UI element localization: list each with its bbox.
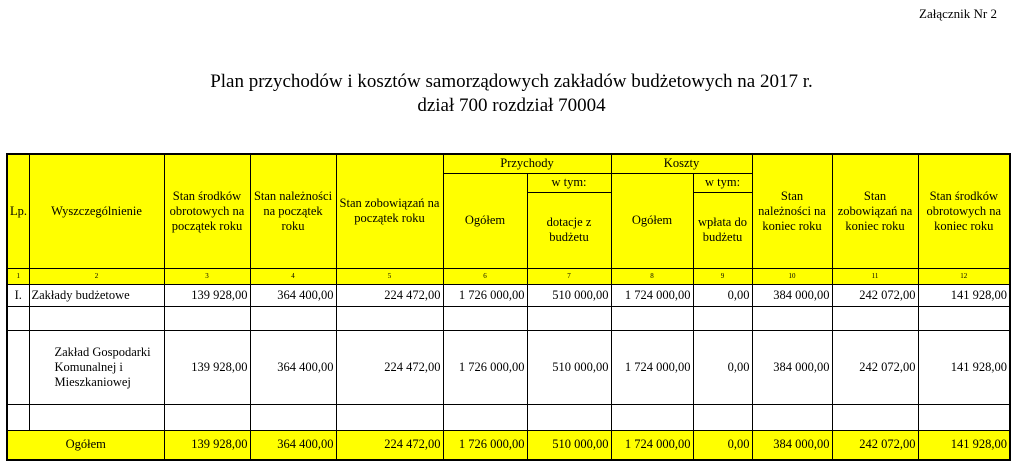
empty-cell: [250, 306, 336, 330]
header-costs: Koszty: [611, 154, 752, 173]
total-value: 384 000,00: [752, 430, 832, 460]
unit-value: 224 472,00: [336, 330, 443, 404]
title-line-2: dział 700 rozdział 70004: [417, 95, 606, 116]
unit-name: Zakład Gospodarki Komunalnej i Mieszkaniowej: [29, 330, 164, 404]
total-value: 510 000,00: [527, 430, 611, 460]
unit-value: 1 724 000,00: [611, 330, 693, 404]
total-value: 0,00: [693, 430, 752, 460]
header-liabilities-end: Stan zobowiązań na koniec roku: [832, 154, 918, 268]
empty-cell: [443, 404, 527, 430]
table-row-section: [7, 284, 1010, 306]
column-number: 8: [611, 268, 693, 284]
unit-value: 510 000,00: [527, 330, 611, 404]
total-value: 364 400,00: [250, 430, 336, 460]
column-number: 9: [693, 268, 752, 284]
column-number: 2: [29, 268, 164, 284]
total-name: Ogółem: [7, 430, 164, 460]
unit-value: 1 726 000,00: [443, 330, 527, 404]
header-lp: Lp.: [7, 154, 29, 268]
column-number: 3: [164, 268, 250, 284]
empty-cell: [527, 404, 611, 430]
total-value: 139 928,00: [164, 430, 250, 460]
header-revenues-total: Ogółem: [443, 173, 527, 268]
column-number: 6: [443, 268, 527, 284]
column-number: 10: [752, 268, 832, 284]
section-value: 0,00: [693, 284, 752, 306]
empty-cell: [29, 404, 164, 430]
unit-value: 242 072,00: [832, 330, 918, 404]
section-value: 364 400,00: [250, 284, 336, 306]
empty-cell: [611, 404, 693, 430]
column-number: 11: [832, 268, 918, 284]
column-number: 1: [7, 268, 29, 284]
empty-cell: [693, 404, 752, 430]
header-revenues-subsidy: dotacje z budżetu: [527, 192, 611, 268]
unit-value: 139 928,00: [164, 330, 250, 404]
empty-cell: [918, 404, 1010, 430]
section-value: 224 472,00: [336, 284, 443, 306]
total-value: 141 928,00: [918, 430, 1010, 460]
empty-cell: [29, 306, 164, 330]
empty-cell: [443, 306, 527, 330]
header-liabilities-start: Stan zobowiązań na początek roku: [336, 154, 443, 268]
total-value: 224 472,00: [336, 430, 443, 460]
empty-cell: [250, 404, 336, 430]
empty-cell: [611, 306, 693, 330]
table-row-total: [7, 430, 1010, 460]
unit-value: 141 928,00: [918, 330, 1010, 404]
table-row-unit: [7, 330, 1010, 404]
empty-cell: [918, 306, 1010, 330]
column-number: 4: [250, 268, 336, 284]
section-value: 510 000,00: [527, 284, 611, 306]
unit-value: 0,00: [693, 330, 752, 404]
section-value: 139 928,00: [164, 284, 250, 306]
header-receivables-start: Stan należności na początek roku: [250, 154, 336, 268]
header-costs-total: Ogółem: [611, 173, 693, 268]
column-number: 5: [336, 268, 443, 284]
header-revenues: Przychody: [443, 154, 611, 173]
empty-cell: [832, 404, 918, 430]
header-revenues-of-which: w tym:: [527, 173, 611, 192]
empty-cell: [336, 404, 443, 430]
header-costs-of-which: w tym:: [693, 173, 752, 192]
empty-cell: [752, 306, 832, 330]
total-value: 1 724 000,00: [611, 430, 693, 460]
header-working-capital-end: Stan środków obrotowych na koniec roku: [918, 154, 1010, 268]
plan-table: [6, 153, 1011, 461]
empty-cell: [164, 306, 250, 330]
section-name: Zakłady budżetowe: [29, 284, 164, 306]
empty-cell: [752, 404, 832, 430]
title-line-1: Plan przychodów i kosztów samorządowych zakładów budżetowych na 2017 r.: [210, 71, 813, 92]
empty-cell: [7, 330, 29, 404]
annex-label: Załącznik Nr 2: [919, 6, 997, 21]
column-number: 7: [527, 268, 611, 284]
empty-cell: [336, 306, 443, 330]
document-title: [0, 70, 1023, 118]
unit-value: 364 400,00: [250, 330, 336, 404]
section-value: 1 726 000,00: [443, 284, 527, 306]
empty-cell: [693, 306, 752, 330]
header-description: Wyszczególnienie: [29, 154, 164, 268]
unit-value: 384 000,00: [752, 330, 832, 404]
header-costs-budget-payment: wpłata do budżetu: [693, 192, 752, 268]
empty-cell: [7, 306, 29, 330]
header-working-capital-start: Stan środków obrotowych na początek roku: [164, 154, 250, 268]
section-value: 384 000,00: [752, 284, 832, 306]
table-row-empty: [7, 306, 1010, 330]
column-number-row: [7, 268, 1010, 284]
total-value: 242 072,00: [832, 430, 918, 460]
empty-cell: [832, 306, 918, 330]
section-value: 242 072,00: [832, 284, 918, 306]
table-row-empty: [7, 404, 1010, 430]
total-value: 1 726 000,00: [443, 430, 527, 460]
section-value: 1 724 000,00: [611, 284, 693, 306]
column-number: 12: [918, 268, 1010, 284]
header-receivables-end: Stan należności na koniec roku: [752, 154, 832, 268]
empty-cell: [527, 306, 611, 330]
empty-cell: [164, 404, 250, 430]
section-value: 141 928,00: [918, 284, 1010, 306]
section-lp: I.: [7, 284, 29, 306]
empty-cell: [7, 404, 29, 430]
